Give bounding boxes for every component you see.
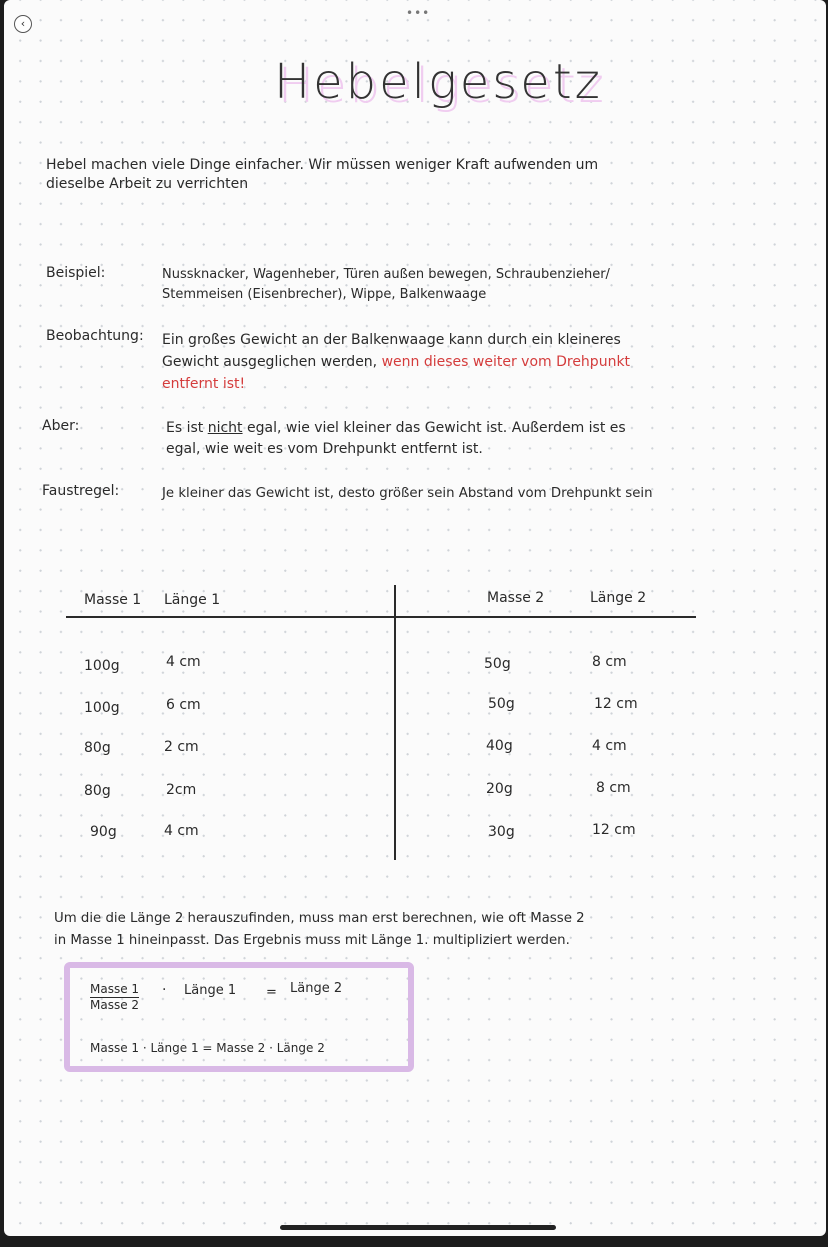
table-row-2-l1: 6 cm [166, 697, 201, 713]
beobachtung-line-2b: wenn dieses weiter vom Drehpunkt [381, 354, 631, 370]
table-row-3-m2: 40g [486, 738, 513, 754]
aber-line-1b: nicht [207, 420, 243, 436]
formula-box [64, 962, 414, 1072]
table-row-3-l2: 4 cm [592, 738, 627, 754]
beispiel-line-1: Nussknacker, Wagenheber, Türen außen bewegen, Schraubenzieher/ [162, 267, 610, 282]
fraction-denominator: Masse 2 [90, 998, 140, 1012]
back-chevron-icon[interactable]: ‹ [14, 15, 32, 33]
intro-line-1: Hebel machen viele Dinge einfacher. Wir müssen weniger Kraft aufwenden um [46, 157, 599, 173]
table-row-4-m1: 80g [84, 783, 111, 799]
table-row-4-l2: 8 cm [596, 780, 631, 796]
more-dots-icon[interactable]: ••• [406, 6, 431, 20]
table-row-5-m2: 30g [488, 824, 515, 840]
beobachtung-label: Beobachtung: [46, 328, 144, 344]
table-row-5-l1: 4 cm [164, 823, 199, 839]
header-laenge-2: Länge 2 [590, 590, 647, 606]
fraction-masse [90, 982, 146, 1012]
beobachtung-line-2 [162, 354, 630, 371]
note-page [4, 0, 826, 1236]
table-row-2-m2: 50g [488, 696, 515, 712]
table-row-1-m2: 50g [484, 656, 511, 672]
beispiel-line-2: Stemmeisen (Eisenbrecher), Wippe, Balkenwaage [162, 287, 487, 302]
aber-line-1 [166, 420, 626, 437]
beobachtung-line-1: Ein großes Gewicht an der Balkenwaage kann durch ein kleineres [162, 332, 621, 348]
table-row-5-m1: 90g [90, 824, 117, 840]
table-row-4-m2: 20g [486, 781, 513, 797]
formula-laenge-1: Länge 1 [184, 983, 237, 998]
page-title: Hebelgesetz [274, 54, 603, 110]
explanation-line-1: Um die die Länge 2 herauszufinden, muss man erst berechnen, wie oft Masse 2 [54, 911, 585, 926]
explanation-line-2: in Masse 1 hineinpasst. Das Ergebnis muss mit Länge 1. multipliziert werden. [54, 933, 570, 948]
formula-line-2: Masse 1 · Länge 1 = Masse 2 · Länge 2 [90, 1041, 325, 1055]
table-header-rule [66, 616, 696, 618]
aber-line-2: egal, wie weit es vom Drehpunkt entfernt ist. [166, 441, 483, 457]
beobachtung-line-2a: Gewicht ausgeglichen werden, [162, 354, 378, 370]
intro-line-2: dieselbe Arbeit zu verrichten [46, 176, 249, 192]
formula-laenge-2: Länge 2 [290, 981, 343, 996]
faustregel-text: Je kleiner das Gewicht ist, desto größer sein Abstand vom Drehpunkt sein [162, 486, 653, 501]
table-row-1-m1: 100g [84, 658, 120, 674]
formula-equals: = [266, 985, 277, 1000]
header-laenge-1: Länge 1 [164, 592, 221, 608]
table-row-1-l1: 4 cm [166, 654, 201, 670]
table-row-4-l1: 2cm [166, 782, 197, 798]
formula-dot: · [162, 982, 167, 998]
table-row-3-l1: 2 cm [164, 739, 199, 755]
table-row-5-l2: 12 cm [592, 822, 636, 838]
table-row-2-m1: 100g [84, 700, 120, 716]
fraction-numerator: Masse 1 [90, 982, 140, 996]
aber-label: Aber: [42, 418, 80, 434]
aber-line-1c: egal, wie viel kleiner das Gewicht ist. Außerdem ist es [247, 420, 626, 436]
table-row-2-l2: 12 cm [594, 696, 638, 712]
beobachtung-line-3: entfernt ist! [162, 376, 246, 392]
aber-line-1a: Es ist [166, 420, 204, 436]
header-masse-1: Masse 1 [84, 592, 142, 608]
table-divider [394, 585, 396, 860]
faustregel-label: Faustregel: [42, 483, 120, 499]
table-row-3-m1: 80g [84, 740, 111, 756]
beispiel-label: Beispiel: [46, 265, 106, 281]
header-masse-2: Masse 2 [487, 590, 545, 606]
table-row-1-l2: 8 cm [592, 654, 627, 670]
home-indicator[interactable] [280, 1225, 556, 1230]
